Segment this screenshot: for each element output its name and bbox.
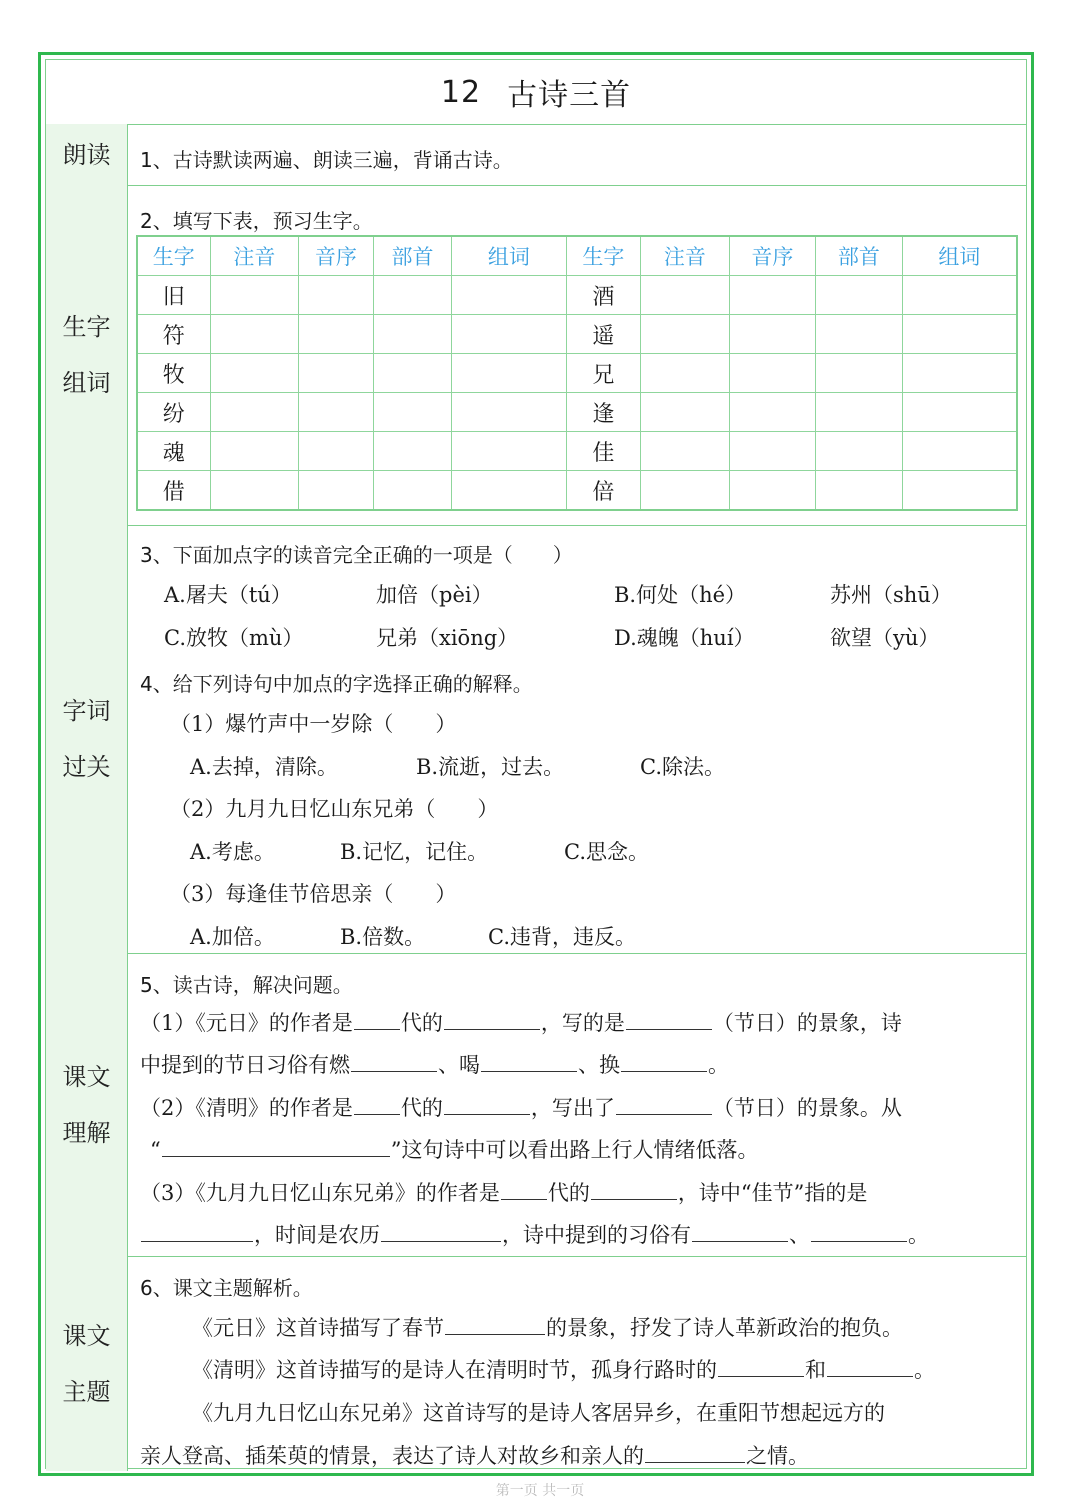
words-section (46, 525, 1026, 954)
char-cell: 纷 (137, 393, 210, 432)
blank-cell (373, 276, 452, 315)
blank-cell (299, 432, 374, 471)
table-row (137, 315, 1017, 354)
option: B.记忆，记住。 (340, 840, 489, 864)
blank-cell (452, 315, 566, 354)
text-line: 中提到的节日习俗有燃 、喝 、换 。 (140, 1053, 729, 1077)
blank-cell (299, 393, 374, 432)
sub-question: （2）九月九日忆山东兄弟（ ） (170, 797, 499, 821)
blank-cell (373, 354, 452, 393)
blank-cell (902, 315, 1017, 354)
blank-cell (902, 393, 1017, 432)
blank-cell (729, 471, 816, 511)
option: C.思念。 (564, 840, 649, 864)
text-line: 《元日》这首诗描写了春节 的景象，抒发了诗人革新政治的抱负。 (192, 1316, 903, 1340)
text-line: （3）《九月九日忆山东兄弟》的作者是 代的 ，诗中“佳节”指的是 (140, 1181, 868, 1205)
text-line: “ ”这句诗中可以看出路上行人情绪低落。 (150, 1138, 759, 1162)
blank-cell (452, 354, 566, 393)
blank-cell (210, 432, 298, 471)
char-cell: 兄 (566, 354, 641, 393)
section-label: 课文 主题 (46, 1256, 128, 1471)
table-header: 注音 (641, 236, 729, 276)
blank-cell (729, 432, 816, 471)
option: C.除法。 (640, 755, 725, 779)
text-section (46, 953, 1026, 1257)
char-cell: 旧 (137, 276, 210, 315)
char-cell: 借 (137, 471, 210, 511)
blank-cell (729, 393, 816, 432)
blank-cell (902, 471, 1017, 511)
option: 苏州（shū） (830, 583, 952, 607)
table-header: 部首 (373, 236, 452, 276)
table-header: 组词 (902, 236, 1017, 276)
table-header: 部首 (816, 236, 903, 276)
text-line: （1）《元日》的作者是 代的 ，写的是 （节日）的景象，诗 (140, 1011, 902, 1035)
blank-cell (210, 393, 298, 432)
option: 加倍（pèi） (376, 583, 493, 607)
blank-cell (452, 432, 566, 471)
blank-cell (452, 393, 566, 432)
option: B.倍数。 (340, 925, 426, 949)
blank-cell (729, 354, 816, 393)
blank-cell (641, 276, 729, 315)
question-1: 1、古诗默读两遍、朗读三遍，背诵古诗。 (140, 148, 513, 172)
section-label: 生字 组词 (46, 185, 128, 525)
table-row (137, 432, 1017, 471)
table-header: 生字 (137, 236, 210, 276)
question-3: 3、下面加点字的读音完全正确的一项是（ ） (140, 543, 573, 567)
sub-question: （3）每逢佳节倍思亲（ ） (170, 882, 457, 906)
blank-cell (816, 276, 903, 315)
page-title: 12 古诗三首 (46, 60, 1026, 125)
section-label: 朗读 (46, 124, 128, 185)
blank-cell (299, 276, 374, 315)
section-label: 课文 理解 (46, 953, 128, 1256)
text-line: ，时间是农历 ，诗中提到的习俗有 、 。 (140, 1219, 1020, 1249)
blank-cell (210, 471, 298, 511)
option: B.流逝，过去。 (416, 755, 565, 779)
page-footer: 第一页 共一页 (495, 1483, 585, 1499)
option: C.放牧（mù） (164, 626, 304, 650)
blank-cell (641, 315, 729, 354)
table-header: 组词 (452, 236, 566, 276)
char-cell: 倍 (566, 471, 641, 511)
table-row (137, 276, 1017, 315)
table-header: 注音 (210, 236, 298, 276)
worksheet (38, 52, 1034, 1476)
char-cell: 牧 (137, 354, 210, 393)
blank-cell (816, 471, 903, 511)
blank-cell (816, 432, 903, 471)
char-table (136, 235, 1018, 511)
blank-cell (641, 393, 729, 432)
blank-cell (729, 276, 816, 315)
blank-cell (373, 432, 452, 471)
char-cell: 符 (137, 315, 210, 354)
table-row (137, 471, 1017, 511)
option: C.违背，违反。 (488, 925, 636, 949)
option: 欲望（yù） (830, 626, 940, 650)
text-line: 《清明》这首诗描写的是诗人在清明时节，孤身行路时的 和 。 (192, 1358, 935, 1382)
option: 兄弟（xiōng） (376, 626, 519, 650)
question-6: 6、课文主题解析。 (140, 1276, 313, 1300)
char-cell: 遥 (566, 315, 641, 354)
option: B.何处（hé） (614, 583, 747, 607)
char-cell: 魂 (137, 432, 210, 471)
option: A.去掉，清除。 (190, 755, 338, 779)
blank-cell (641, 471, 729, 511)
option: A.屠夫（tú） (164, 583, 292, 607)
blank-cell (902, 354, 1017, 393)
theme-section (46, 1256, 1026, 1471)
blank-cell (902, 276, 1017, 315)
blank-cell (902, 432, 1017, 471)
char-cell: 佳 (566, 432, 641, 471)
blank-cell (373, 315, 452, 354)
question-2: 2、填写下表，预习生字。 (140, 209, 373, 233)
blank-cell (452, 276, 566, 315)
blank-cell (210, 276, 298, 315)
char-cell: 逢 (566, 393, 641, 432)
option: A.加倍。 (190, 925, 275, 949)
sub-question: （1）爆竹声中一岁除（ ） (170, 712, 457, 736)
blank-cell (816, 354, 903, 393)
chars-section (46, 185, 1026, 526)
table-header: 音序 (299, 236, 374, 276)
question-5: 5、读古诗，解决问题。 (140, 973, 353, 997)
blank-cell (373, 471, 452, 511)
table-header: 音序 (729, 236, 816, 276)
blank-cell (299, 471, 374, 511)
text-line: 《九月九日忆山东兄弟》这首诗写的是诗人客居异乡，在重阳节想起远方的 (192, 1401, 885, 1425)
reading-section (46, 124, 1026, 186)
blank-cell (816, 393, 903, 432)
blank-cell (816, 315, 903, 354)
text-line: 亲人登高、插茱萸的情景，表达了诗人对故乡和亲人的 之情。 (140, 1444, 809, 1468)
blank-cell (373, 393, 452, 432)
blank-cell (641, 354, 729, 393)
blank-cell (299, 315, 374, 354)
question-4: 4、给下列诗句中加点的字选择正确的解释。 (140, 672, 533, 696)
section-label: 字词 过关 (46, 525, 128, 953)
text-line: （2）《清明》的作者是 代的 ，写出了 （节日）的景象。从 (140, 1096, 902, 1120)
table-row (137, 393, 1017, 432)
table-header: 生字 (566, 236, 641, 276)
char-cell: 酒 (566, 276, 641, 315)
blank-cell (299, 354, 374, 393)
option: D.魂魄（huí） (614, 626, 755, 650)
blank-cell (210, 354, 298, 393)
blank-cell (729, 315, 816, 354)
blank-cell (452, 471, 566, 511)
blank-cell (210, 315, 298, 354)
table-row (137, 354, 1017, 393)
option: A.考虑。 (190, 840, 275, 864)
blank-cell (641, 432, 729, 471)
